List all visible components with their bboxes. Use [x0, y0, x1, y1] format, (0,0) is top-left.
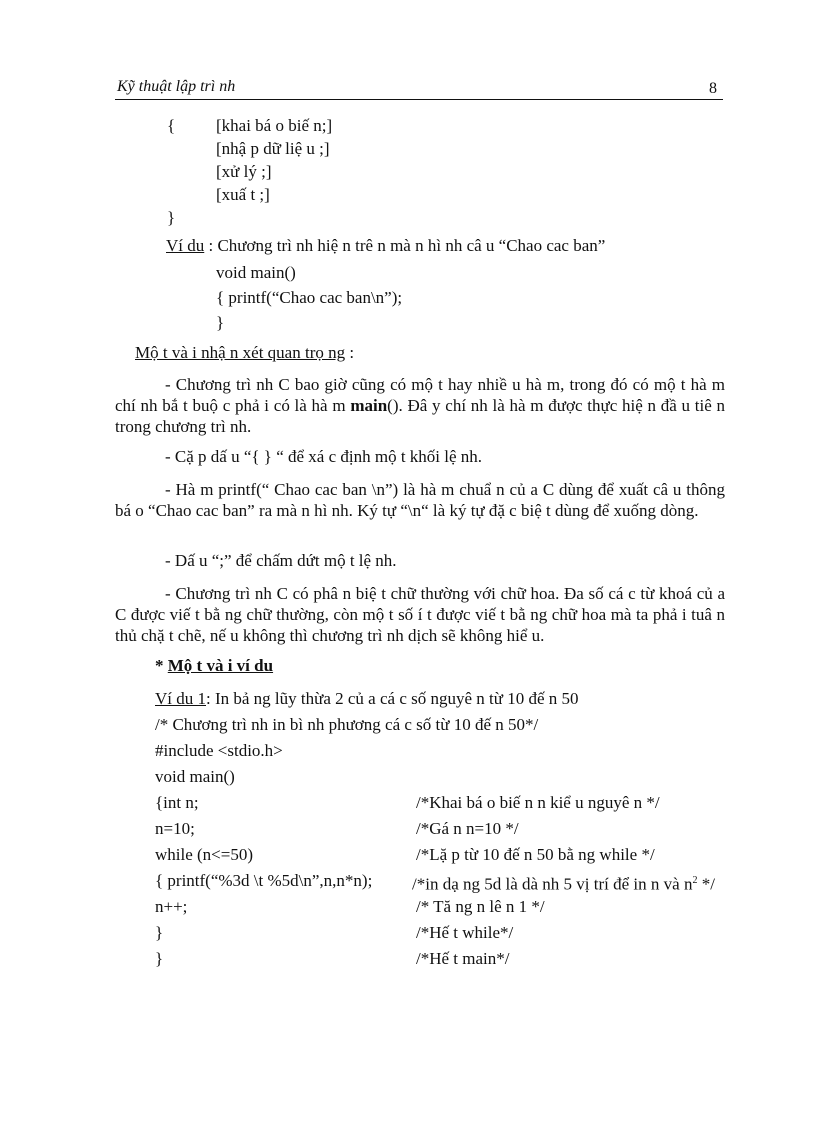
remark-text: - Chương trì nh C bao giờ cũng có mộ t hay nhiề u hà m, trong đó có mộ t hà m chí nh bắ t buộ c phả i có là hà m	[115, 375, 725, 415]
code-row: {int n;	[155, 793, 199, 812]
remarks-title-suffix: :	[345, 343, 355, 362]
comment-text: /*in dạ ng 5d là dà nh 5 vị trí để in n và n	[412, 874, 693, 894]
code-row-comment: /*Gá n n=10 */	[416, 819, 519, 838]
code-row: n++;	[155, 897, 188, 916]
syntax-open-brace: {	[167, 116, 176, 135]
remark-paragraph: - Hà m printf(“ Chao cac ban \n”) là hà m chuẩ n củ a C dùng để xuất câ u thông bá o “Chao cac ban” ra mà n hì nh. Ký tự “\n“ là ký tự đặ c biệ t dùng để xuống dòng.	[115, 480, 725, 520]
remark-text: (). Đâ y chí nh là hà m được thực hiệ n đầ u tiê n trong chương trì nh.	[115, 396, 725, 436]
code-row-comment: /*Khai bá o biế n n kiể u nguyê n */	[416, 793, 660, 812]
remarks-title: Mộ t và i nhậ n xét quan trọ ng	[135, 343, 346, 362]
code-row-comment: /*Lặ p từ 10 đế n 50 bằ ng while */	[416, 845, 655, 864]
syntax-close-brace: }	[167, 208, 176, 227]
code-line: }	[216, 313, 225, 332]
example1-label: Ví du 1	[155, 689, 206, 708]
code-row-comment: /*Hế t while*/	[416, 923, 514, 942]
code-row-comment: /*Hế t main*/	[416, 949, 510, 968]
remark-paragraph	[115, 374, 725, 437]
examples-heading-text: Mộ t và i ví du	[167, 656, 274, 675]
code-comment-line: /* Chương trì nh in bì nh phương cá c số từ 10 đế n 50*/	[155, 715, 539, 734]
code-row: { printf(“%3d \t %5d\n”,n,n*n);	[155, 871, 373, 890]
code-row: n=10;	[155, 819, 195, 838]
code-row: while (n<=50)	[155, 845, 254, 864]
code-row: }	[155, 949, 164, 968]
remark-paragraph: - Cặ p dấ u “{ } “ để xá c định mộ t khối lệ nh.	[165, 447, 483, 466]
running-header-title: Kỹ thuật lập trì nh	[117, 78, 236, 95]
code-line: void main()	[216, 263, 296, 282]
remark-paragraph: - Chương trì nh C có phâ n biệ t chữ thường với chữ hoa. Đa số cá c từ khoá củ a C được viế t bằ ng chữ thường, còn mộ t số í t được viế t bằ ng chữ hoa mà ta phả i tuâ n thủ chặ t chẽ, nế u không thì chương trì nh dịch sẽ không hiể u.	[115, 584, 725, 645]
syntax-line: [khai bá o biế n;]	[216, 116, 333, 135]
example-intro	[166, 235, 605, 257]
remarks-heading	[135, 342, 354, 364]
syntax-line: [nhậ p dữ liệ u ;]	[216, 139, 330, 158]
code-main-line: void main()	[155, 767, 235, 786]
code-row: }	[155, 923, 164, 942]
page-number: 8	[709, 80, 717, 97]
code-line: { printf(“Chao cac ban\n”);	[216, 288, 403, 307]
code-row-comment: /* Tă ng n lê n 1 */	[416, 897, 545, 916]
heading-bullet: *	[155, 656, 168, 675]
examples-heading	[155, 655, 273, 677]
syntax-line: [xử lý ;]	[216, 162, 272, 181]
code-include-line: #include <stdio.h>	[155, 741, 283, 760]
example-label: Ví du	[166, 236, 205, 255]
header-rule	[115, 99, 723, 100]
example1-intro	[155, 688, 579, 710]
remark-bold-keyword: main	[350, 396, 388, 415]
remark-paragraph: - Dấ u “;” để chấm dứt mộ t lệ nh.	[165, 551, 397, 570]
comment-text: */	[697, 874, 715, 894]
example1-description: : In bả ng lũy thừa 2 củ a cá c số nguyê n từ 10 đế n 50	[206, 689, 579, 708]
syntax-line: [xuấ t ;]	[216, 185, 270, 204]
example-description: : Chương trì nh hiệ n trê n mà n hì nh câ u “Chao cac ban”	[204, 236, 606, 255]
superscript: 2	[692, 875, 698, 886]
code-row-comment	[412, 870, 715, 896]
